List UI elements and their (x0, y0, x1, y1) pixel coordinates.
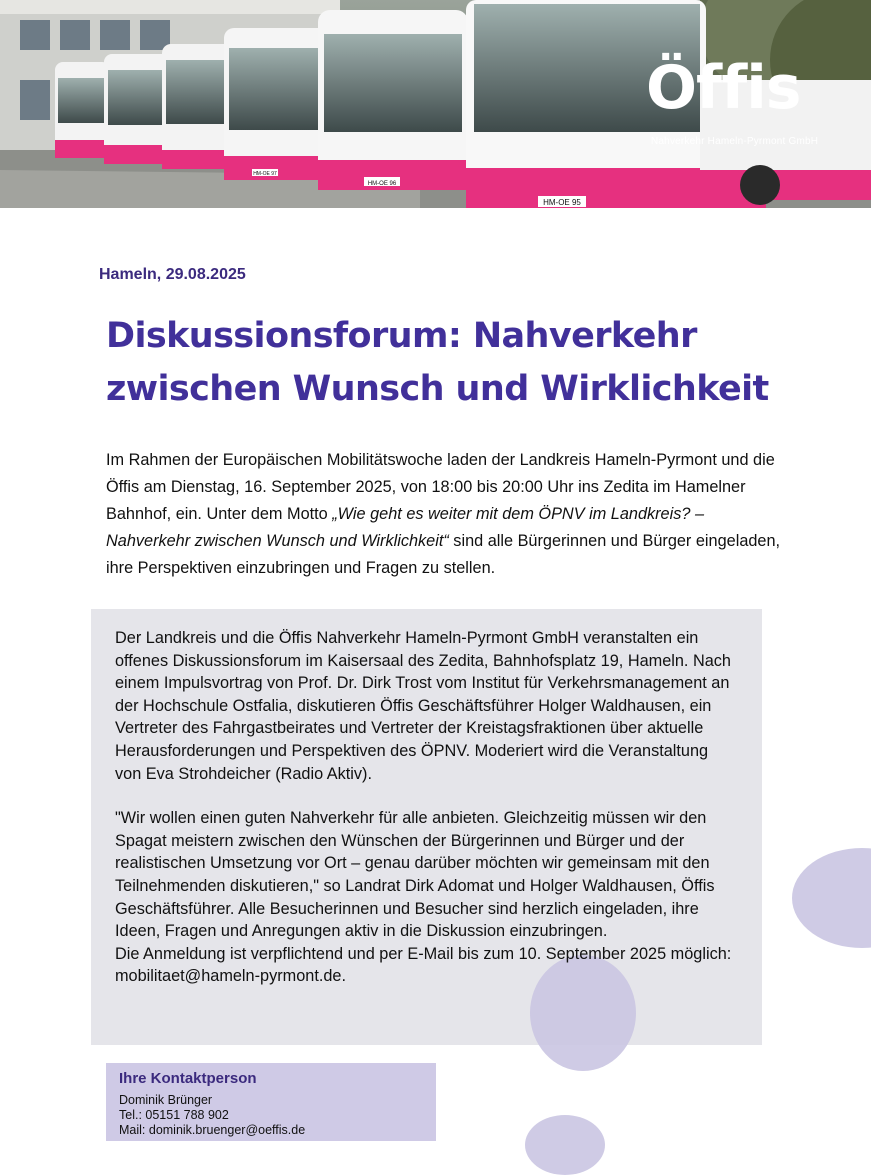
oeffis-logo: Öffis (646, 53, 801, 123)
page-title: Diskussionsforum: Nahverkehr zwischen Wunsch und Wirklichkeit (106, 316, 769, 409)
info-box-text (115, 627, 735, 988)
bus (162, 44, 234, 169)
license-plate: HM-OE 97 (253, 171, 277, 177)
intro-text: Im Rahmen der Europäischen Mobilitätswoche laden der Landkreis Hameln-Pyrmont und die Öffis am Dienstag, 16. September 2025, von 18:00 bis 20:00 Uhr ins Zedita im Hamelner Bahnhof, ein. Unter dem Motto (106, 451, 775, 523)
license-plate: HM-OE 95 (543, 198, 581, 207)
bus (104, 54, 170, 164)
registration-paragraph: Die Anmeldung ist verpflichtend und per E-Mail bis zum 10. September 2025 möglich: mobilitaet@hameln-pyrmont.de. (115, 944, 732, 986)
header-photo (0, 0, 871, 208)
contact-mail[interactable]: Mail: dominik.bruenger@oeffis.de (119, 1123, 306, 1137)
motto-quote: „Wie geht es weiter mit dem ÖPNV im Landkreis? – Nahverkehr zwischen Wunsch und Wirklichkeit“ (106, 505, 705, 550)
info-paragraph: Der Landkreis und die Öffis Nahverkehr Hameln-Pyrmont GmbH veranstalten ein offenes Diskussionsforum im Kaisersaal des Zedita, Bahnhofsplatz 19, Hameln. Nach einem Impulsvortrag von Prof. Dr. Dirk Trost vom Institut für Verkehrsmanagement an der Hochschule Ostfalia, diskutieren Öffis Geschäftsführer Holger Waldhausen, ein Vertreter des Fahrgastbeirates und Vertreter der Kreistagsfraktionen über aktuelle Herausforderungen und Perspektiven des ÖPNV. Moderiert wird die Veranstaltung von Eva Strohdeicher (Radio Aktiv). (115, 629, 731, 783)
date-line: Hameln, 29.08.2025 (99, 266, 246, 283)
contact-heading: Ihre Kontaktperson (119, 1070, 257, 1087)
license-plate: HM-OE 96 (367, 181, 397, 187)
bus (55, 62, 110, 158)
contact-name: Dominik Brünger (119, 1093, 213, 1107)
bus (224, 28, 330, 180)
intro-paragraph (106, 447, 786, 582)
quote-paragraph: "Wir wollen einen guten Nahverkehr für alle anbieten. Gleichzeitig müssen wir den Spagat meistern zwischen den Wünschen der Bürgerinnen und Bürger und der realistischen Umsetzung vor Ort – genau darüber möchten wir gemeinsam mit den Teilnehmenden diskutieren," so Landrat Dirk Adomat und Holger Waldhausen, Öffis Geschäftsführer. Alle Besucherinnen und Besucher sind herzlich eingeladen, ihre Ideen, Fragen und Anregungen aktiv in die Diskussion einzubringen. (115, 809, 715, 941)
decorative-circle (525, 1115, 605, 1175)
intro-text-end: sind alle Bürgerinnen und Bürger eingeladen, ihre Perspektiven einzubringen und Fragen zu stellen. (106, 532, 781, 577)
bus (318, 10, 468, 190)
logo-subtitle: Nahverkehr Hameln-Pyrmont GmbH (651, 136, 819, 147)
contact-phone: Tel.: 05151 788 902 (119, 1108, 229, 1122)
decorative-circle (792, 848, 871, 948)
